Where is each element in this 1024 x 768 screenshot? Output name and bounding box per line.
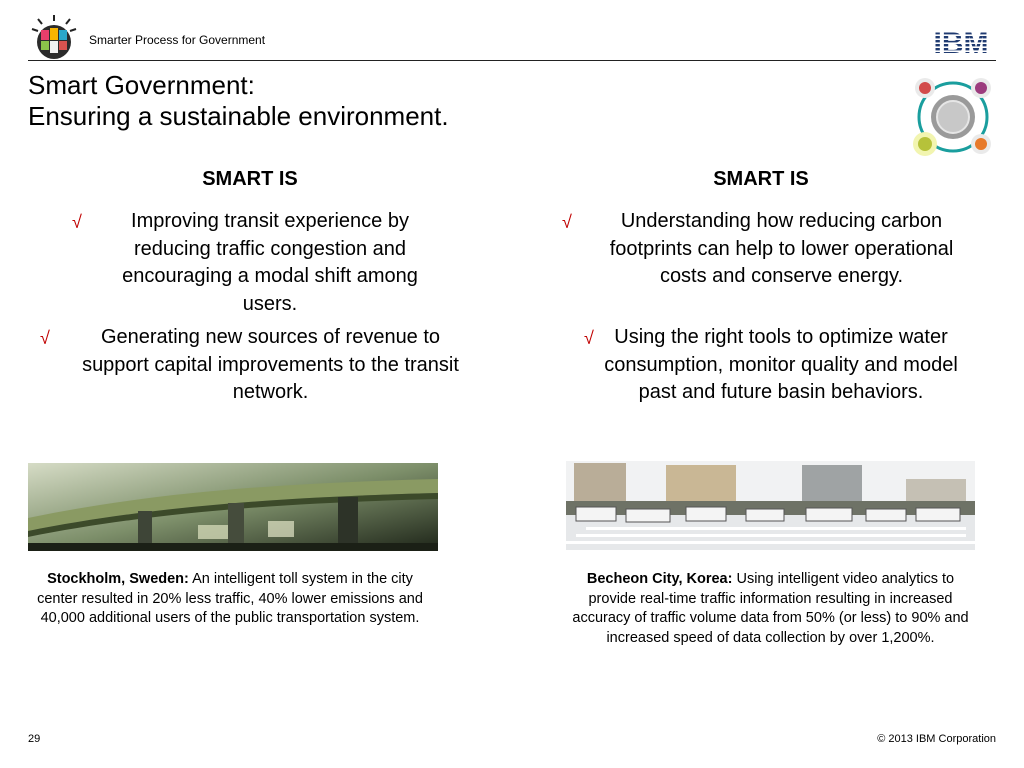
page-title — [28, 70, 449, 132]
left-caption — [28, 570, 432, 629]
check-mark-icon: √ — [562, 212, 572, 232]
smarter-planet-logo-icon — [30, 14, 78, 60]
title-line-1: Smart Government: — [28, 70, 255, 100]
check-mark-icon: √ — [72, 212, 82, 232]
left-caption-location: Stockholm, Sweden: — [47, 571, 189, 587]
right-bullet-1-text: Understanding how reducing carbon footprints can help to lower operational costs and conserve energy. — [609, 210, 954, 287]
header-tagline: Smarter Process for Government — [89, 33, 266, 47]
left-bullet-1-text: Improving transit experience by reducing traffic congestion and encouraging a modal shift among users. — [122, 210, 418, 315]
right-column-heading: SMART IS — [713, 168, 809, 190]
right-bullet-2-text: Using the right tools to optimize water consumption, monitor quality and model past and future basin behaviors. — [604, 326, 958, 403]
right-caption-text: Using intelligent video analytics to provide real-time traffic information resulting in increased accuracy of traffic volume data from 50% (or less) to 90% and increased speed of data collection by over 1,200%. — [572, 571, 969, 646]
left-bullet-2-text: Generating new sources of revenue to support capital improvements to the transit network. — [82, 326, 459, 403]
right-bullet-1 — [560, 208, 980, 291]
check-mark-icon: √ — [40, 328, 50, 348]
right-caption — [566, 570, 975, 648]
left-bullet-1 — [70, 208, 470, 318]
left-caption-text: An intelligent toll system in the city center resulted in 20% less traffic, 40% lower emissions and 40,000 additional users of the public transportation system. — [37, 571, 423, 626]
right-caption-location: Becheon City, Korea: — [586, 571, 733, 587]
right-bullet-2 — [582, 324, 982, 407]
ibm-logo-text: IBM — [933, 28, 989, 56]
header-divider — [28, 60, 996, 61]
copyright: © 2013 IBM Corporation — [877, 733, 996, 745]
city-intersection-photo — [566, 461, 975, 550]
check-mark-icon: √ — [584, 328, 594, 348]
cycle-diagram-icon — [905, 72, 1001, 162]
left-column-heading: SMART IS — [202, 168, 298, 190]
page-number: 29 — [28, 733, 41, 745]
left-bullet-2 — [38, 324, 478, 407]
title-line-2: Ensuring a sustainable environment. — [28, 101, 449, 131]
elevated-highway-photo — [28, 463, 438, 551]
ibm-logo — [926, 28, 996, 56]
